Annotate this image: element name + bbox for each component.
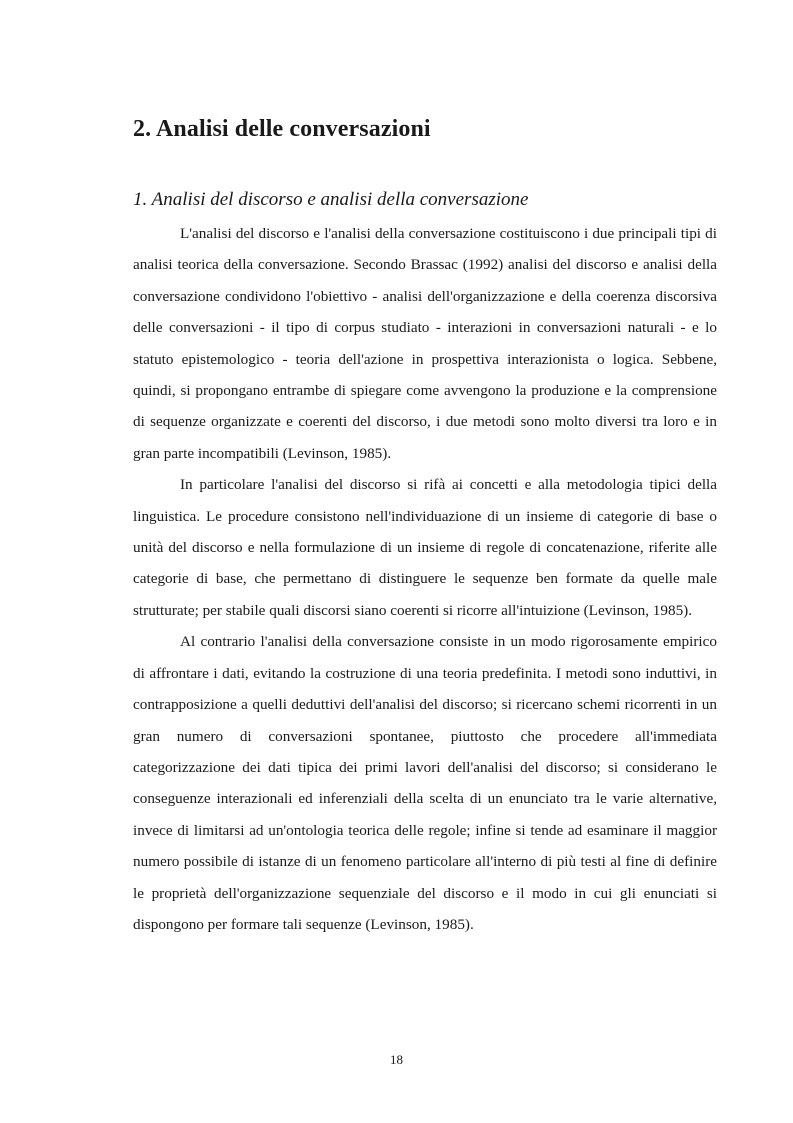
- paragraph-2: In particolare l'analisi del discorso si rifà ai concetti e alla metodologia tipici della linguistica. Le procedure consistono nell'individuazione di un insieme di categorie di base o unità del discorso e nella formulazione di un insieme di regole di concatenazione, riferite alle categorie di base, che permettano di distinguere le sequenze ben formate da quelle male strutturate; per stabile quali discorsi siano coerenti si ricorre all'intuizione (Levinson, 1985).: [133, 476, 717, 619]
- chapter-title: 2. Analisi delle conversazioni: [133, 116, 431, 142]
- paragraph-1: L'analisi del discorso e l'analisi della conversazione costituiscono i due principali tipi di analisi teorica della conversazione. Secondo Brassac (1992) analisi del discorso e analisi della conversazione condividono l'obiettivo - analisi dell'organizzazione e della coerenza discorsiva delle conversazioni - il tipo di corpus studiato - interazioni in conversazioni naturali - e lo statuto epistemologico - teoria dell'azione in prospettiva interazionista o logica. Sebbene, quindi, si propongano entrambe di spiegare come avvengono la produzione e la comprensione di sequenze organizzate e coerenti del discorso, i due metodi sono molto diversi tra loro e in gran parte incompatibili (Levinson, 1985).: [133, 225, 717, 462]
- section-title: 1. Analisi del discorso e analisi della conversazione: [133, 189, 529, 210]
- page-number: 18: [390, 1052, 403, 1067]
- paragraph-3: Al contrario l'analisi della conversazione consiste in un modo rigorosamente empirico di affrontare i dati, evitando la costruzione di una teoria predefinita. I metodi sono induttivi, in contrapposizione a quelli deduttivi dell'analisi del discorso; si ricercano schemi ricorrenti in un gran numero di conversazioni spontanee, piuttosto che procedere all'immediata categorizzazione dei dati tipica dei primi lavori dell'analisi del discorso; si considerano le conseguenze interazionali ed inferenziali della scelta di un enunciato tra le varie alternative, invece di limitarsi ad un'ontologia teorica delle regole; infine si tende ad esaminare il maggior numero possibile di istanze di un fenomeno particolare all'interno di più testi al fine di definire le proprietà dell'organizzazione sequenziale del discorso e il modo in cui gli enunciati si dispongono per formare tali sequenze (Levinson, 1985).: [133, 633, 717, 933]
- body-text: [133, 218, 717, 940]
